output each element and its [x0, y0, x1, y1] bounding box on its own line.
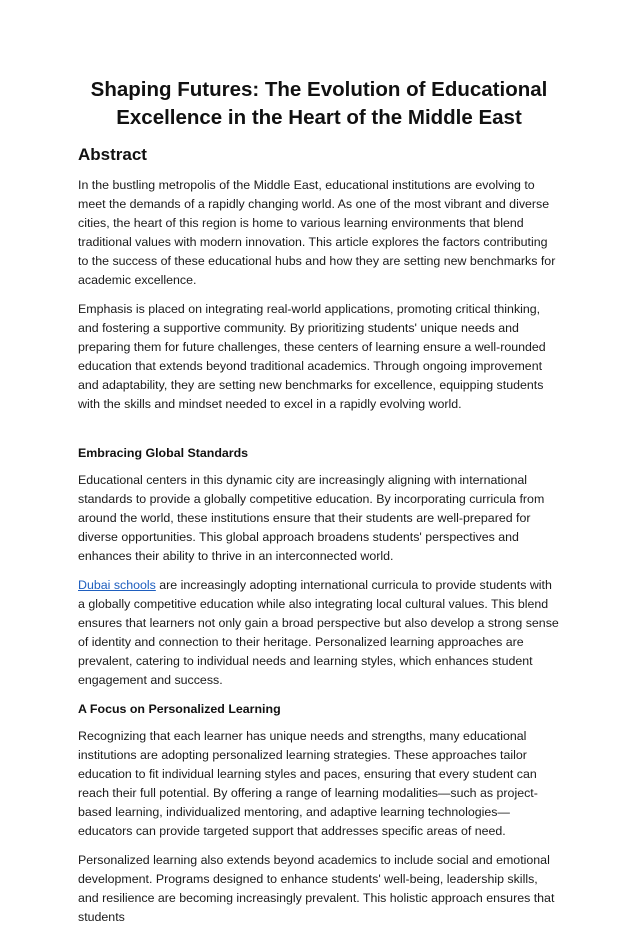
page-title	[78, 76, 560, 132]
abstract-paragraph-2: Emphasis is placed on integrating real-world applications, promoting critical thinking, and fostering a supportive community. By prioritizing students' unique needs and preparing them for future challenges, these centers of learning ensure a well-rounded education that extends beyond traditional academics. Through ongoing improvement and adaptability, they are setting new benchmarks for excellence, equipping students with the skills and mindset needed to excel in a rapidly evolving world.	[78, 302, 546, 411]
title-line-1: Shaping Futures: The Evolution of Educational	[90, 78, 548, 101]
global-standards-paragraph-2	[78, 576, 560, 690]
section-spacer	[78, 424, 560, 444]
global-standards-heading: Embracing Global Standards	[78, 446, 249, 460]
personalized-learning-paragraph-1: Recognizing that each learner has unique needs and strengths, many educational institutions are adopting personalized learning strategies. These approaches tailor education to fit individual learning styles and paces, ensuring that every student can reach their full potential. By offering a range of learning modalities—such as project-based learning, individualized mentoring, and adaptive learning technologies—educators can provide targeted support that addresses specific areas of need.	[78, 729, 538, 838]
personalized-learning-heading: A Focus on Personalized Learning	[78, 702, 281, 716]
global-standards-paragraph-2-text: are increasingly adopting international curricula to provide students with a globally competitive education while also integrating local cultural values. This blend ensures that learners not only gain a broad perspective but also develop a strong sense of identity and connection to their heritage. Personalized learning approaches are prevalent, catering to individual needs and learning styles, which enhances student engagement and success.	[78, 578, 559, 687]
abstract-paragraph-1: In the bustling metropolis of the Middle East, educational institutions are evolving to meet the demands of a rapidly changing world. As one of the most vibrant and diverse cities, the heart of this region is home to various learning environments that blend traditional values with modern innovation. This article explores the factors contributing to the success of these educational hubs and how they are setting new benchmarks for academic excellence.	[78, 178, 556, 287]
global-standards-paragraph-1: Educational centers in this dynamic city are increasingly aligning with international standards to provide a globally competitive education. By incorporating curricula from around the world, these institutions ensure that their students are well-prepared for diverse opportunities. This global approach broadens students' perspectives and enhances their ability to thrive in an interconnected world.	[78, 473, 545, 563]
dubai-schools-link[interactable]: Dubai schools	[78, 578, 156, 592]
title-line-2: Excellence in the Heart of the Middle East	[116, 106, 522, 129]
abstract-heading: Abstract	[78, 145, 147, 164]
personalized-learning-paragraph-2: Personalized learning also extends beyond academics to include social and emotional development. Programs designed to enhance students' well-being, leadership skills, and resilience are becoming increasingly prevalent. This holistic approach ensures that students	[78, 853, 555, 924]
